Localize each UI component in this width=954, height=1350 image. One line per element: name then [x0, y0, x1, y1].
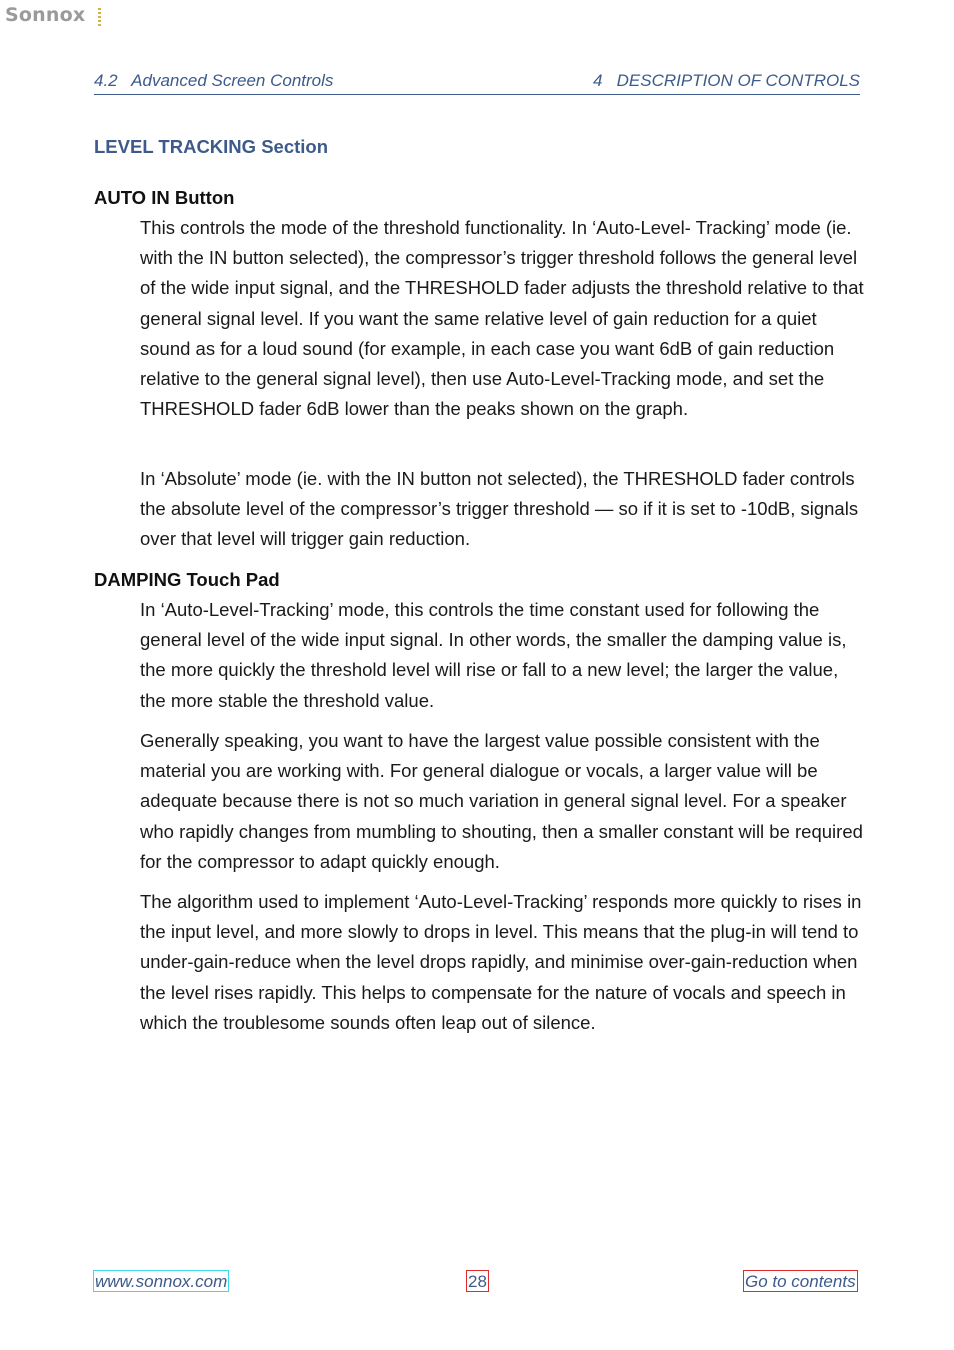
website-link[interactable]: www.sonnox.com	[95, 1272, 228, 1291]
go-to-contents-link[interactable]: Go to contents	[745, 1272, 856, 1291]
damping-paragraph-2: Generally speaking, you want to have the largest value possible consistent with the material you are working with. For general dialogue or vocals, a larger value will be adequate because there is not so much variation in general signal level. For a speaker who rapidly changes from mumbling to shouting, then a smaller constant will be required for the compressor to adapt quickly enough.	[140, 730, 863, 872]
logo-text: Sonnox	[5, 4, 86, 26]
damping-paragraph-3: The algorithm used to implement ‘Auto-Level-Tracking’ responds more quickly to rises in the input level, and more slowly to drops in level. This means that the plug-in will tend to under-gain-reduce when the level drops rapidly, and minimise over-gain-reduction when the level rises rapidly. This helps to compensate for the nature of vocals and speech in which the troublesome sounds often leap out of silence.	[140, 891, 862, 1033]
section-title: LEVEL TRACKING Section	[94, 136, 329, 157]
damping-paragraph-1: In ‘Auto-Level-Tracking’ mode, this controls the time constant used for following the general level of the wide input signal. In other words, the smaller the damping value is, the more quickly the threshold level will rise or fall to a new level; the larger the value, the more stable the threshold value.	[140, 599, 847, 711]
logo-dots-icon	[98, 8, 101, 26]
damping-heading: DAMPING Touch Pad	[94, 569, 280, 590]
page-number[interactable]: 28	[468, 1272, 487, 1291]
header-chapter-title: 4 DESCRIPTION OF CONTROLS	[592, 71, 860, 90]
auto-in-heading: AUTO IN Button	[94, 187, 235, 208]
header-section-title: 4.2 Advanced Screen Controls	[94, 71, 334, 90]
auto-in-paragraph: This controls the mode of the threshold functionality. In ‘Auto-Level- Tracking’ mode (ie. with the IN button selected), the compressor’s trigger threshold follows the general level of the wide input signal, and the THRESHOLD fader adjusts the threshold relative to that general signal level. If you want the same relative level of gain reduction for a quiet sound as for a loud sound (for example, in each case you want 6dB of gain reduction relative to the general signal level), then use Auto-Level-Tracking mode, and set the THRESHOLD fader 6dB lower than the peaks shown on the graph.	[140, 217, 864, 420]
absolute-mode-paragraph: In ‘Absolute’ mode (ie. with the IN button not selected), the THRESHOLD fader controls the absolute level of the compressor’s trigger threshold — so if it is set to -10dB, signals over that level will trigger gain reduction.	[140, 468, 859, 550]
running-header	[94, 70, 860, 95]
